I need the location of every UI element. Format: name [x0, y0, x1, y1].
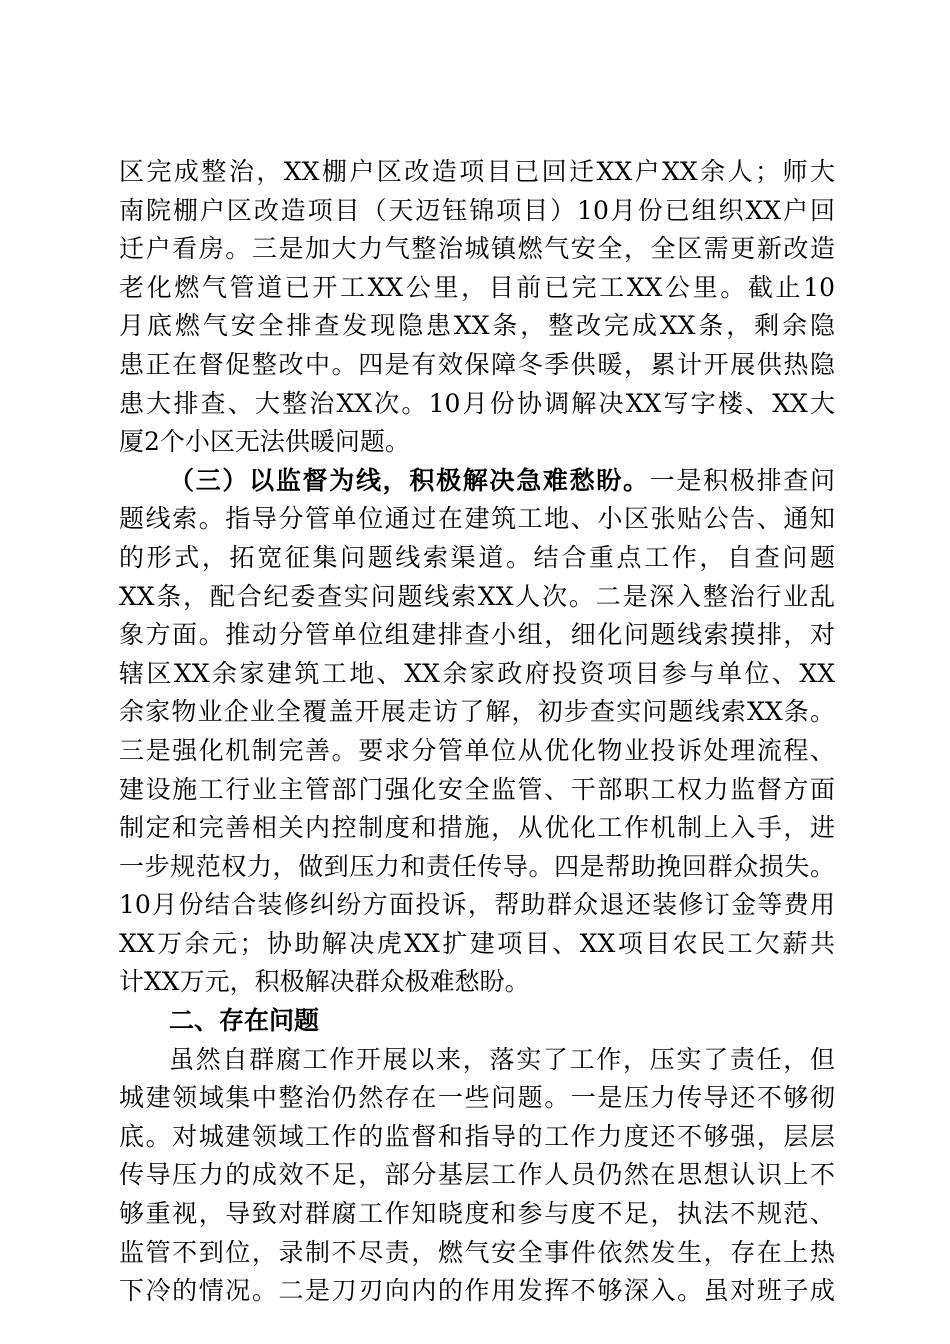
text-line: 底。对城建领域工作的监督和指导的工作力度还不够强，层层 [119, 1121, 835, 1151]
text-line: 城建领域集中整治仍然存在一些问题。一是压力传导还不够彻 [119, 1083, 835, 1113]
text-line: 计XX万元，积极解决群众极难愁盼。 [119, 967, 530, 997]
text-line: 南院棚户区改造项目（天迈钰锦项目）10月份已组织XX户回 [119, 195, 835, 225]
text-line: 下冷的情况。二是刀刃向内的作用发挥不够深入。虽对班子成 [119, 1276, 835, 1306]
text-line: 三是强化机制完善。要求分管单位从优化物业投诉处理流程、 [119, 735, 835, 765]
text-line: 患正在督促整改中。四是有效保障冬季供暖，累计开展供热隐 [119, 349, 835, 379]
text-line: 迁户看房。三是加大力气整治城镇燃气安全，全区需更新改造 [119, 234, 835, 264]
text-line: 辖区XX余家建筑工地、XX余家政府投资项目参与单位、XX [119, 658, 835, 688]
text-line: 厦2个小区无法供暖问题。 [119, 427, 410, 457]
section-2-title: 二、存在问题 [169, 1006, 320, 1036]
text-line: 够重视，导致对群腐工作知晓度和参与度不足，执法不规范、 [119, 1199, 835, 1229]
document-body [119, 153, 835, 1311]
text-line: 象方面。推动分管单位组建排查小组，细化问题线索摸排，对 [119, 620, 835, 650]
text-line: 余家物业企业全覆盖开展走访了解，初步查实问题线索XX条。 [119, 697, 835, 727]
text-line: 老化燃气管道已开工XX公里，目前已完工XX公里。截止10 [119, 272, 835, 302]
paragraph-3-first-line [119, 462, 835, 501]
text-line: 建设施工行业主管部门强化安全监管、干部职工权力监督方面 [119, 774, 835, 804]
text-line: 的形式，拓宽征集问题线索渠道。结合重点工作，自查问题 [119, 542, 835, 572]
paragraph-3-heading: （三）以监督为线，积极解决急难愁盼。 [169, 465, 650, 495]
text-line: 月底燃气安全排查发现隐患XX条，整改完成XX条，剩余隐 [119, 311, 835, 341]
text-line: 一步规范权力，做到压力和责任传导。四是帮助挽回群众损失。 [119, 851, 835, 881]
text-line: 题线索。指导分管单位通过在建筑工地、小区张贴公告、通知 [119, 504, 835, 534]
section-2-first-line: 虽然自群腐工作开展以来，落实了工作，压实了责任，但 [169, 1044, 835, 1074]
text-line: XX条，配合纪委查实问题线索XX人次。二是深入整治行业乱 [119, 581, 835, 611]
text-line: 10月份结合装修纠纷方面投诉，帮助群众退还装修订金等费用 [119, 890, 835, 920]
text-line: 传导压力的成效不足，部分基层工作人员仍然在思想认识上不 [119, 1160, 835, 1190]
text-line: 患大排查、大整治XX次。10月份协调解决XX写字楼、XX大 [119, 388, 835, 418]
text-line: 监管不到位，录制不尽责，燃气安全事件依然发生，存在上热 [119, 1237, 835, 1267]
text-line: XX万余元；协助解决虎XX扩建项目、XX项目农民工欠薪共 [119, 928, 835, 958]
paragraph-3-first-rest: 一是积极排查问 [649, 465, 835, 495]
text-line: 制定和完善相关内控制度和措施，从优化工作机制上入手，进 [119, 813, 835, 843]
text-line: 区完成整治，XX棚户区改造项目已回迁XX户XX余人；师大 [119, 157, 835, 186]
